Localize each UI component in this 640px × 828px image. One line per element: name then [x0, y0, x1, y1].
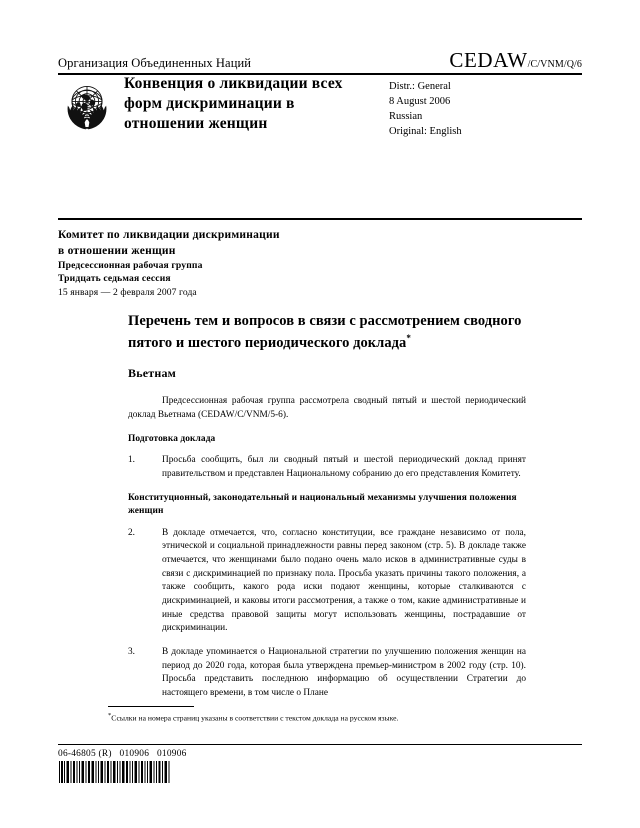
footer-divider [58, 744, 582, 745]
masthead [58, 48, 582, 75]
paragraph-text: Просьба сообщить, был ли сводный пятый и шестой периодический доклад принят правительством и представлен Национальному собранию до его представления Комитету. [162, 455, 526, 479]
footnote-block [108, 706, 528, 724]
paragraph-text: В докладе упоминается о Национальной стратегии по улучшению положения женщин на период до 2020 года, которая была утверждена премьер-министром в 2002 году (стр. 10). Просьба представить последнюю информацию об осуществлении Стратегии до настоящего времени, в том числе о Плане [162, 647, 526, 698]
intro-paragraph: Предсессионная рабочая группа рассмотрела сводный пятый и шестой периодический доклад Вьетнама (CEDAW/C/VNM/5-6). [128, 396, 526, 420]
section-heading-constitutional-mechanisms: Конституционный, законодательный и национальный механизмы улучшения положения женщин [128, 492, 517, 517]
organization-name: Организация Объединенных Наций [58, 56, 252, 70]
paragraph-number: 3. [128, 647, 135, 658]
barcode-icon [58, 761, 170, 783]
committee-session-dates: 15 января — 2 февраля 2007 года [58, 286, 197, 298]
committee-session: Тридцать седьмая сессия [58, 273, 171, 285]
footnote-body: Ссылки на номера страниц указаны в соответствии с текстом доклада на русском языке. [111, 713, 399, 723]
footnote-divider [108, 706, 194, 707]
footnote-text [108, 712, 528, 724]
paragraph-2 [128, 527, 526, 636]
distribution-type: Distr.: General [389, 81, 451, 92]
distribution-date: 8 August 2006 [389, 95, 451, 107]
committee-divider [58, 218, 582, 220]
distribution-language: Russian [389, 110, 423, 122]
paragraph-number: 2. [128, 527, 135, 538]
title-footnote-marker: * [406, 332, 411, 343]
page-title-text: Перечень тем и вопросов в связи с рассмотрением сводного пятого и шестого периодического доклада [128, 313, 522, 351]
convention-title: Конвенция о ликвидации всех форм дискриминации в отношении женщин [124, 75, 343, 133]
footnote-marker: * [108, 712, 112, 719]
footer-block [58, 749, 358, 783]
committee-working-group: Предсессионная рабочая группа [58, 260, 203, 272]
document-symbol [449, 48, 582, 73]
committee-name-line-2: в отношении женщин [58, 244, 176, 257]
section-heading-report-preparation: Подготовка доклада [128, 433, 216, 444]
paragraph-1 [128, 454, 526, 481]
main-content [128, 312, 526, 711]
committee-block [58, 228, 488, 299]
title-block [58, 74, 582, 140]
distribution-original: Original: English [389, 125, 462, 137]
distribution-block [389, 74, 462, 140]
document-symbol-main: CEDAW [449, 48, 528, 72]
paragraph-3 [128, 646, 526, 701]
job-number: 06-46805 (R) 010906 010906 [58, 749, 187, 759]
paragraph-number: 1. [128, 455, 135, 466]
un-emblem-icon [58, 76, 116, 134]
page-title [128, 312, 526, 353]
committee-name-line-1: Комитет по ликвидации дискриминации [58, 229, 280, 241]
masthead-row [58, 48, 582, 70]
country-heading: Вьетнам [128, 366, 177, 381]
document-symbol-suffix: /C/VNM/Q/6 [527, 59, 582, 70]
paragraph-text: В докладе отмечается, что, согласно конституции, все граждане независимо от пола, этнической и социальной принадлежности равны перед законом (стр. 5). В докладе также отмечается, что женщинами было подано очень мало исков в административные суды в связи с дискриминацией по признаку пола. Просьба указать причины такого положения, а также сообщить, какого рода иски подают женщины, которые сталкиваются с дискриминацией, и каковы итоги рассмотрения, а также о том, какие административные и иные средства правовой защиты могут использовать женщины, пострадавшие от дискриминации. [162, 527, 526, 634]
